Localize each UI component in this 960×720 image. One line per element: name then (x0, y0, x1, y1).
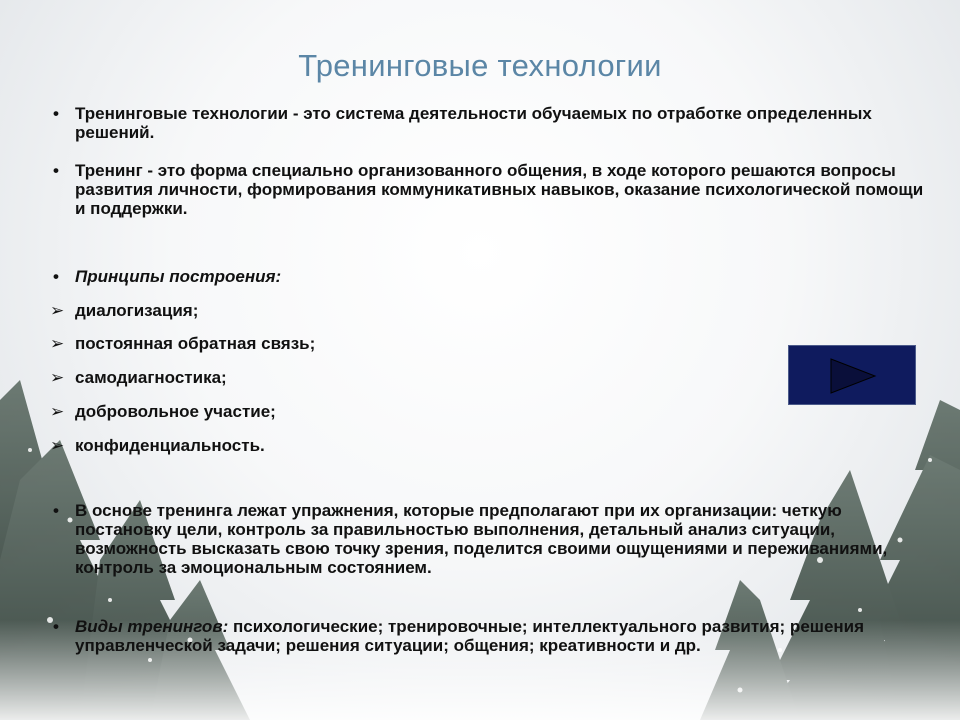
play-arrow-icon (789, 346, 917, 406)
arrow-bullet-icon: ➢ (50, 368, 65, 387)
principle-text: конфиденциальность. (75, 436, 265, 455)
principle-text: постоянная обратная связь; (75, 334, 316, 353)
arrow-bullet-icon: ➢ (50, 334, 65, 353)
principles-heading-text: Принципы построения: (75, 267, 282, 286)
principle-item (50, 301, 198, 320)
bullet-training-text: Тренинг - это форма специально организованного общения, в ходе которого решаются вопросы развития личности, формирования коммуникативных навыков, оказание психологической помощи и поддержки. (75, 161, 924, 218)
principles-heading (50, 267, 925, 286)
principle-text: самодиагностика; (75, 368, 227, 387)
principle-text: добровольное участие; (75, 402, 276, 421)
bullet-dot: • (53, 161, 59, 180)
bullet-dot: • (53, 501, 59, 520)
bullet-definition-text: Тренинговые технологии - это система деятельности обучаемых по отработке определенных решений. (75, 104, 872, 142)
arrow-bullet-icon: ➢ (50, 436, 65, 455)
principle-text: диалогизация; (75, 301, 199, 320)
bullet-training (50, 161, 925, 218)
principle-item (50, 402, 276, 421)
bullet-definition (50, 104, 925, 142)
principle-item (50, 368, 227, 387)
types-text: психологические; тренировочные; интеллектуального развития; решения управленческой задачи; решения ситуации; общения; креативности и др. (75, 617, 865, 655)
arrow-bullet-icon: ➢ (50, 301, 65, 320)
bullet-dot: • (53, 104, 59, 123)
bullet-basis (50, 501, 935, 577)
bullet-types (50, 617, 935, 655)
principle-item (50, 436, 265, 455)
next-slide-button[interactable] (788, 345, 916, 405)
types-label: Виды тренингов: (75, 617, 229, 636)
bullet-dot: • (53, 617, 59, 636)
principle-item (50, 334, 315, 353)
bullet-dot: • (53, 267, 59, 286)
slide-title: Тренинговые технологии (298, 48, 662, 83)
arrow-bullet-icon: ➢ (50, 402, 65, 421)
bullet-basis-text: В основе тренинга лежат упражнения, которые предполагают при их организации: четкую постановку цели, контроль за правильностью выполнения, детальный анализ ситуации, возможность высказать свою точку зрения, поделится своими ощущениями и переживаниями, контроль за эмоциональным состоянием. (75, 501, 888, 577)
